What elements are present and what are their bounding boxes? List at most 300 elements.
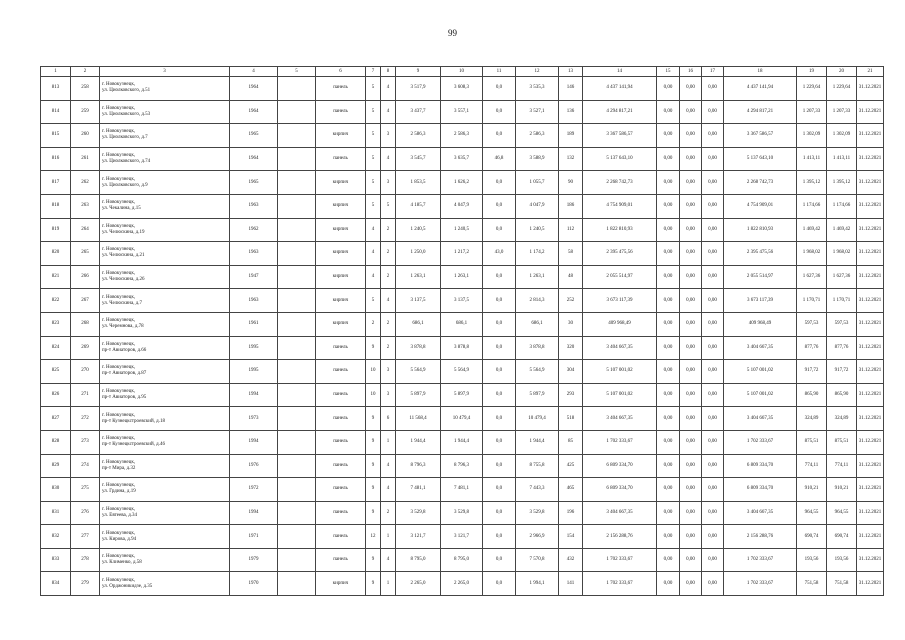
cell-c8: 2 [381, 336, 396, 360]
cell-c1: 834 [41, 572, 71, 596]
cell-c9: 1 944,4 [396, 430, 441, 454]
cell-c19: 875,51 [797, 430, 827, 454]
cell-c8: 6 [381, 407, 396, 431]
cell-c15: 0,00 [657, 289, 680, 313]
cell-c11: 0,0 [483, 525, 516, 549]
cell-c17: 0,00 [702, 548, 724, 572]
address-city: г. Новокузнецк, [102, 318, 136, 324]
cell-c5 [278, 147, 316, 171]
cell-c18: 1 702 333,67 [724, 548, 797, 572]
cell-c12: 686,1 [516, 312, 559, 336]
cell-c8: 2 [381, 265, 396, 289]
cell-c9: 7 481,1 [396, 478, 441, 502]
table-row [41, 265, 884, 289]
cell-c2: 273 [71, 430, 100, 454]
cell-c19: 910,21 [797, 478, 827, 502]
cell-c6: кирпич [316, 194, 366, 218]
column-header: 21 [857, 67, 884, 77]
cell-c20: 1 395,12 [827, 171, 857, 195]
cell-c21: 31.12.2021 [857, 360, 884, 384]
table-header-row [41, 67, 884, 77]
address-cell [100, 407, 230, 431]
table-row [41, 360, 884, 384]
cell-c13: 425 [559, 454, 583, 478]
cell-c6: панель [316, 360, 366, 384]
cell-c20: 1 170,71 [827, 289, 857, 313]
cell-c6: панель [316, 548, 366, 572]
cell-c20: 1 968,02 [827, 242, 857, 266]
cell-c10: 3 608,3 [441, 77, 483, 101]
cell-c11: 0,0 [483, 265, 516, 289]
column-header: 5 [278, 67, 316, 77]
address-street: пр-т Мира, д.32 [102, 465, 136, 471]
cell-c18: 5 107 001,02 [724, 383, 797, 407]
cell-c16: 0,00 [680, 501, 702, 525]
address-street: ул. Челюскина, д.7 [102, 300, 142, 306]
cell-c4: 1962 [230, 218, 278, 242]
cell-c20: 1 627,36 [827, 265, 857, 289]
cell-c19: 1 968,02 [797, 242, 827, 266]
cell-c16: 0,00 [680, 77, 702, 101]
address-city: г. Новокузнецк, [102, 459, 136, 465]
cell-c11: 0,0 [483, 501, 516, 525]
address-city: г. Новокузнецк, [102, 506, 136, 512]
cell-c1: 826 [41, 383, 71, 407]
address-city: г. Новокузнецк, [102, 105, 136, 111]
cell-c6: кирпич [316, 171, 366, 195]
cell-c13: 186 [559, 194, 583, 218]
cell-c4: 1963 [230, 194, 278, 218]
address-city: г. Новокузнецк, [102, 82, 136, 88]
cell-c2: 271 [71, 383, 100, 407]
cell-c13: 196 [559, 501, 583, 525]
cell-c16: 0,00 [680, 265, 702, 289]
cell-c8: 5 [381, 194, 396, 218]
cell-c15: 0,00 [657, 147, 680, 171]
cell-c4: 1963 [230, 289, 278, 313]
cell-c15: 0,00 [657, 77, 680, 101]
cell-c21: 31.12.2021 [857, 478, 884, 502]
cell-c1: 830 [41, 478, 71, 502]
cell-c5 [278, 336, 316, 360]
table-row [41, 124, 884, 148]
cell-c10: 5 564,9 [441, 360, 483, 384]
cell-c11: 0,0 [483, 336, 516, 360]
cell-c17: 0,00 [702, 218, 724, 242]
cell-c1: 832 [41, 525, 71, 549]
cell-c20: 964,55 [827, 501, 857, 525]
cell-c11: 0,0 [483, 454, 516, 478]
cell-c20: 690,74 [827, 525, 857, 549]
cell-c15: 0,00 [657, 218, 680, 242]
cell-c4: 1995 [230, 360, 278, 384]
cell-c9: 3 545,7 [396, 147, 441, 171]
cell-c2: 267 [71, 289, 100, 313]
address-cell [100, 501, 230, 525]
address-cell [100, 548, 230, 572]
cell-c11: 0,0 [483, 100, 516, 124]
cell-c6: кирпич [316, 312, 366, 336]
cell-c9: 686,1 [396, 312, 441, 336]
cell-c15: 0,00 [657, 265, 680, 289]
address-cell [100, 147, 230, 171]
cell-c7: 9 [366, 478, 381, 502]
cell-c21: 31.12.2021 [857, 525, 884, 549]
cell-c7: 10 [366, 360, 381, 384]
cell-c5 [278, 265, 316, 289]
housing-registry-table [40, 66, 884, 596]
cell-c13: 252 [559, 289, 583, 313]
cell-c18: 4 437 141,94 [724, 77, 797, 101]
address-city: г. Новокузнецк, [102, 200, 136, 206]
cell-c15: 0,00 [657, 312, 680, 336]
cell-c19: 917,72 [797, 360, 827, 384]
cell-c6: кирпич [316, 572, 366, 596]
cell-c12: 10 479,4 [516, 407, 559, 431]
cell-c13: 30 [559, 312, 583, 336]
cell-c5 [278, 430, 316, 454]
address-cell [100, 336, 230, 360]
cell-c6: панель [316, 383, 366, 407]
address-street: ул. Челюскина, д.26 [102, 277, 145, 283]
address-street: ул. Орджоникидзе, д.35 [102, 583, 153, 589]
cell-c17: 0,00 [702, 77, 724, 101]
cell-c20: 917,72 [827, 360, 857, 384]
cell-c14: 1 822 810,93 [583, 218, 657, 242]
cell-c5 [278, 383, 316, 407]
cell-c10: 4 047,9 [441, 194, 483, 218]
cell-c15: 0,00 [657, 171, 680, 195]
cell-c5 [278, 171, 316, 195]
cell-c8: 4 [381, 289, 396, 313]
column-header: 1 [41, 67, 71, 77]
cell-c11: 0,0 [483, 171, 516, 195]
address-street: пр-т Авиаторов, д.66 [102, 347, 147, 353]
cell-c12: 3 878,8 [516, 336, 559, 360]
address-cell [100, 525, 230, 549]
cell-c15: 0,00 [657, 548, 680, 572]
cell-c13: 154 [559, 525, 583, 549]
cell-c14: 6 809 334,70 [583, 454, 657, 478]
cell-c13: 90 [559, 171, 583, 195]
cell-c11: 0,0 [483, 383, 516, 407]
cell-c10: 1 263,1 [441, 265, 483, 289]
cell-c5 [278, 218, 316, 242]
cell-c21: 31.12.2021 [857, 124, 884, 148]
cell-c7: 2 [366, 312, 381, 336]
column-header: 7 [366, 67, 381, 77]
cell-c4: 1994 [230, 501, 278, 525]
cell-c16: 0,00 [680, 360, 702, 384]
address-cell [100, 265, 230, 289]
cell-c7: 5 [366, 171, 381, 195]
cell-c17: 0,00 [702, 478, 724, 502]
cell-c7: 5 [366, 147, 381, 171]
cell-c21: 31.12.2021 [857, 430, 884, 454]
cell-c16: 0,00 [680, 454, 702, 478]
cell-c20: 751,58 [827, 572, 857, 596]
cell-c19: 865,90 [797, 383, 827, 407]
cell-c20: 1 302,09 [827, 124, 857, 148]
cell-c8: 1 [381, 525, 396, 549]
cell-c8: 1 [381, 430, 396, 454]
cell-c7: 5 [366, 194, 381, 218]
cell-c11: 0,0 [483, 430, 516, 454]
cell-c13: 132 [559, 147, 583, 171]
cell-c16: 0,00 [680, 407, 702, 431]
cell-c14: 2 156 288,76 [583, 525, 657, 549]
cell-c19: 597,53 [797, 312, 827, 336]
cell-c8: 4 [381, 478, 396, 502]
address-street: ул. Евтеева, д.34 [102, 512, 137, 518]
cell-c17: 0,00 [702, 383, 724, 407]
cell-c5 [278, 360, 316, 384]
cell-c7: 5 [366, 124, 381, 148]
cell-c11: 0,0 [483, 572, 516, 596]
cell-c10: 3 635,7 [441, 147, 483, 171]
cell-c10: 5 897,9 [441, 383, 483, 407]
address-street: пр-т Кузнецкстроевский, д.46 [102, 442, 165, 448]
table-row [41, 383, 884, 407]
cell-c20: 1 229,64 [827, 77, 857, 101]
table-row [41, 289, 884, 313]
address-cell [100, 100, 230, 124]
cell-c18: 2 055 514,97 [724, 265, 797, 289]
cell-c1: 822 [41, 289, 71, 313]
table-row [41, 312, 884, 336]
table-row [41, 147, 884, 171]
column-header: 2 [71, 67, 100, 77]
cell-c19: 1 207,33 [797, 100, 827, 124]
cell-c2: 269 [71, 336, 100, 360]
address-city: г. Новокузнецк, [102, 577, 136, 583]
address-cell [100, 360, 230, 384]
address-cell [100, 124, 230, 148]
cell-c15: 0,00 [657, 501, 680, 525]
cell-c21: 31.12.2021 [857, 548, 884, 572]
cell-c2: 277 [71, 525, 100, 549]
address-cell [100, 312, 230, 336]
cell-c10: 7 481,1 [441, 478, 483, 502]
address-cell [100, 454, 230, 478]
cell-c5 [278, 77, 316, 101]
cell-c11: 0,0 [483, 289, 516, 313]
cell-c12: 3 535,3 [516, 77, 559, 101]
cell-c17: 0,00 [702, 407, 724, 431]
cell-c21: 31.12.2021 [857, 100, 884, 124]
address-cell [100, 242, 230, 266]
cell-c2: 262 [71, 171, 100, 195]
column-header: 3 [100, 67, 230, 77]
cell-c19: 324,89 [797, 407, 827, 431]
cell-c5 [278, 454, 316, 478]
column-header: 4 [230, 67, 278, 77]
cell-c15: 0,00 [657, 454, 680, 478]
cell-c12: 5 897,9 [516, 383, 559, 407]
cell-c9: 1 250,0 [396, 242, 441, 266]
column-header: 8 [381, 67, 396, 77]
cell-c1: 818 [41, 194, 71, 218]
cell-c15: 0,00 [657, 572, 680, 596]
cell-c15: 0,00 [657, 430, 680, 454]
address-city: г. Новокузнецк, [102, 223, 136, 229]
cell-c17: 0,00 [702, 171, 724, 195]
cell-c15: 0,00 [657, 407, 680, 431]
cell-c12: 7 443,3 [516, 478, 559, 502]
table-row [41, 407, 884, 431]
cell-c8: 3 [381, 383, 396, 407]
table-row [41, 478, 884, 502]
cell-c7: 10 [366, 383, 381, 407]
cell-c14: 4 437 141,94 [583, 77, 657, 101]
cell-c18: 3 404 667,35 [724, 336, 797, 360]
cell-c4: 1970 [230, 572, 278, 596]
cell-c21: 31.12.2021 [857, 407, 884, 431]
cell-c4: 1964 [230, 77, 278, 101]
cell-c7: 4 [366, 242, 381, 266]
cell-c20: 1 207,33 [827, 100, 857, 124]
cell-c14: 2 395 475,56 [583, 242, 657, 266]
cell-c4: 1965 [230, 124, 278, 148]
cell-c5 [278, 194, 316, 218]
cell-c11: 0,0 [483, 124, 516, 148]
cell-c14: 4 294 817,21 [583, 100, 657, 124]
cell-c10: 3 878,8 [441, 336, 483, 360]
cell-c17: 0,00 [702, 572, 724, 596]
cell-c9: 1 263,1 [396, 265, 441, 289]
cell-c19: 1 229,64 [797, 77, 827, 101]
cell-c21: 31.12.2021 [857, 265, 884, 289]
address-cell [100, 171, 230, 195]
cell-c6: панель [316, 430, 366, 454]
cell-c5 [278, 124, 316, 148]
table-body [41, 77, 884, 596]
cell-c14: 5 137 643,10 [583, 147, 657, 171]
cell-c16: 0,00 [680, 124, 702, 148]
cell-c20: 1 174,66 [827, 194, 857, 218]
column-header: 16 [680, 67, 702, 77]
cell-c19: 1 174,66 [797, 194, 827, 218]
cell-c10: 1 240,5 [441, 218, 483, 242]
cell-c8: 2 [381, 242, 396, 266]
address-city: г. Новокузнецк, [102, 483, 136, 489]
address-cell [100, 289, 230, 313]
cell-c21: 31.12.2021 [857, 454, 884, 478]
page-number: 99 [448, 28, 457, 38]
cell-c12: 7 570,8 [516, 548, 559, 572]
cell-c6: кирпич [316, 289, 366, 313]
cell-c18: 3 367 586,57 [724, 124, 797, 148]
cell-c7: 9 [366, 407, 381, 431]
cell-c5 [278, 548, 316, 572]
cell-c2: 274 [71, 454, 100, 478]
cell-c9: 5 897,9 [396, 383, 441, 407]
cell-c1: 825 [41, 360, 71, 384]
cell-c4: 1976 [230, 454, 278, 478]
cell-c2: 266 [71, 265, 100, 289]
address-city: г. Новокузнецк, [102, 436, 136, 442]
cell-c18: 5 137 643,10 [724, 147, 797, 171]
cell-c17: 0,00 [702, 265, 724, 289]
cell-c10: 1 626,2 [441, 171, 483, 195]
cell-c7: 9 [366, 572, 381, 596]
cell-c2: 272 [71, 407, 100, 431]
cell-c16: 0,00 [680, 194, 702, 218]
cell-c20: 324,89 [827, 407, 857, 431]
cell-c5 [278, 501, 316, 525]
cell-c16: 0,00 [680, 430, 702, 454]
cell-c10: 1 217,2 [441, 242, 483, 266]
cell-c6: кирпич [316, 218, 366, 242]
cell-c9: 11 568,4 [396, 407, 441, 431]
cell-c14: 409 968,49 [583, 312, 657, 336]
cell-c21: 31.12.2021 [857, 194, 884, 218]
cell-c4: 1964 [230, 100, 278, 124]
cell-c20: 597,53 [827, 312, 857, 336]
cell-c4: 1961 [230, 312, 278, 336]
cell-c16: 0,00 [680, 525, 702, 549]
cell-c9: 3 878,8 [396, 336, 441, 360]
address-city: г. Новокузнецк, [102, 247, 136, 253]
address-city: г. Новокузнецк, [102, 389, 136, 395]
cell-c13: 85 [559, 430, 583, 454]
address-street: ул. Циолковского, д.7 [102, 135, 148, 141]
cell-c20: 1 413,11 [827, 147, 857, 171]
column-header: 17 [702, 67, 724, 77]
cell-c12: 3 588,9 [516, 147, 559, 171]
cell-c10: 3 137,5 [441, 289, 483, 313]
cell-c15: 0,00 [657, 360, 680, 384]
table-row [41, 548, 884, 572]
address-street: ул. Черемнова, д.78 [102, 324, 144, 330]
cell-c10: 3 557,1 [441, 100, 483, 124]
cell-c13: 136 [559, 100, 583, 124]
table-row [41, 171, 884, 195]
cell-c18: 2 395 475,56 [724, 242, 797, 266]
cell-c12: 4 047,9 [516, 194, 559, 218]
cell-c15: 0,00 [657, 124, 680, 148]
cell-c20: 774,11 [827, 454, 857, 478]
cell-c17: 0,00 [702, 336, 724, 360]
cell-c11: 0,0 [483, 407, 516, 431]
cell-c18: 3 404 667,35 [724, 407, 797, 431]
column-header: 9 [396, 67, 441, 77]
cell-c17: 0,00 [702, 360, 724, 384]
cell-c11: 0,0 [483, 360, 516, 384]
cell-c12: 1 174,2 [516, 242, 559, 266]
cell-c4: 1965 [230, 171, 278, 195]
address-city: г. Новокузнецк, [102, 365, 136, 371]
address-street: ул. Челюскина, д.21 [102, 253, 145, 259]
cell-c4: 1995 [230, 336, 278, 360]
cell-c2: 275 [71, 478, 100, 502]
table-row [41, 454, 884, 478]
cell-c2: 261 [71, 147, 100, 171]
address-city: г. Новокузнецк, [102, 153, 136, 159]
cell-c4: 1964 [230, 147, 278, 171]
column-header: 18 [724, 67, 797, 77]
cell-c20: 875,51 [827, 430, 857, 454]
cell-c12: 1 994,1 [516, 572, 559, 596]
address-cell [100, 478, 230, 502]
cell-c6: панель [316, 100, 366, 124]
cell-c19: 690,74 [797, 525, 827, 549]
cell-c11: 0,0 [483, 218, 516, 242]
address-street: ул. Циолковского, д.9 [102, 182, 148, 188]
cell-c13: 465 [559, 478, 583, 502]
cell-c1: 833 [41, 548, 71, 572]
cell-c19: 1 469,42 [797, 218, 827, 242]
